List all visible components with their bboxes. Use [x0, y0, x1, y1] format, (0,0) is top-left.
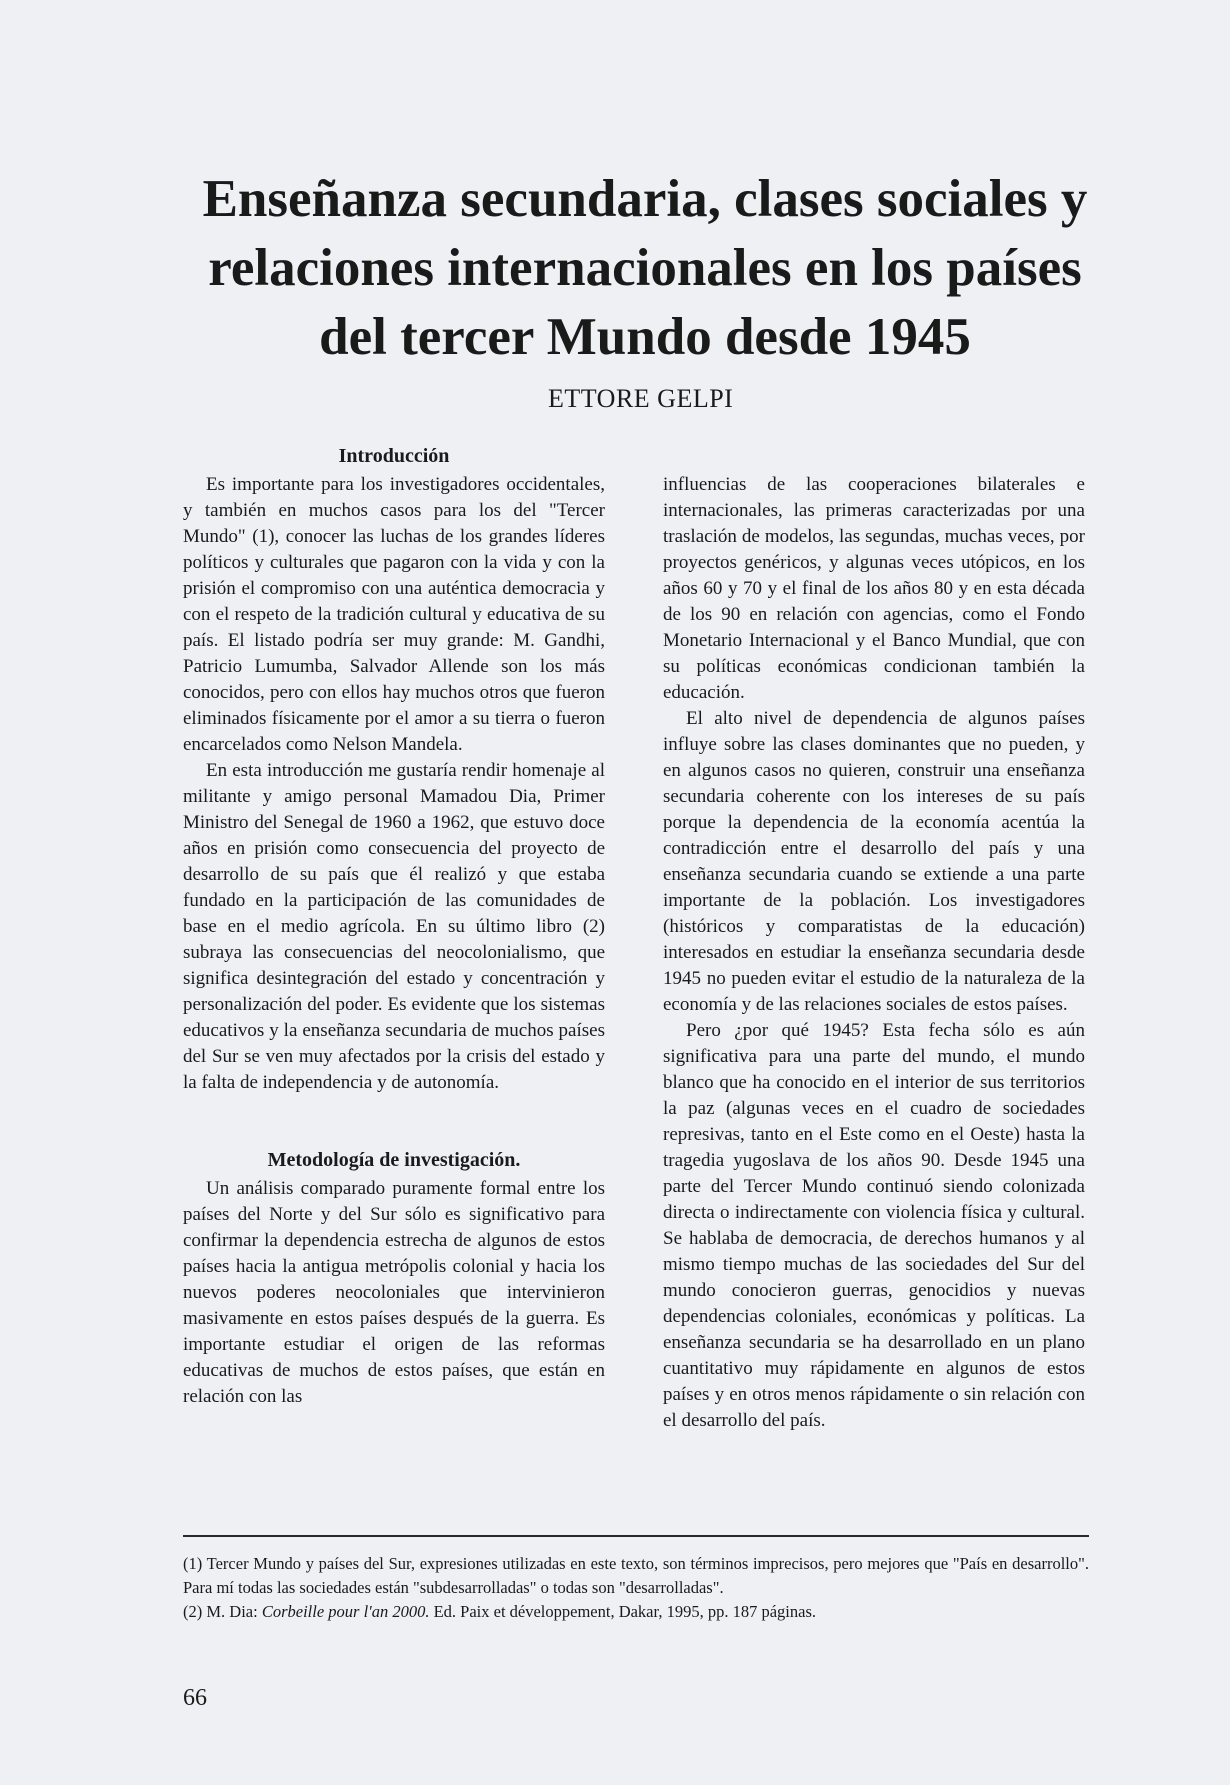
section-heading-metodologia: Metodología de investigación.	[267, 1149, 521, 1171]
footnote-2-prefix: (2) M. Dia:	[183, 1602, 262, 1621]
paragraph: Un análisis comparado puramente formal entre los países del Norte y del Sur sólo es significativo para confirmar la dependencia estrecha de algunos de estos países hacia la antigua metrópolis colonial y hacia los nuevos poderes neocoloniales que intervinieron masivamente en estos países después de la guerra. Es importante estudiar el origen de las reformas educativas de muchos de estos países, que están en relación con las	[183, 1178, 605, 1407]
paragraph: influencias de las cooperaciones bilaterales e internacionales, las primeras caracterizadas por una traslación de modelos, las segundas, muchas veces, por proyectos genéricos, y algunas veces utópicos, en los años 60 y 70 y el final de los años 80 y en esta década de los 90 en relación con agencias, como el Fondo Monetario Internacional y el Banco Mundial, que con su políticas económicas condicionan también la educación.	[663, 474, 1085, 703]
footnote-2	[183, 1600, 1089, 1624]
footnote-2-suffix: Ed. Paix et développement, Dakar, 1995, pp. 187 páginas.	[429, 1602, 816, 1621]
left-column	[183, 440, 605, 1410]
footnote-2-book-title: Corbeille pour l'an 2000.	[261, 1602, 430, 1621]
footnote-divider	[183, 1535, 1089, 1537]
footnotes	[183, 1552, 1089, 1624]
section-heading-introduccion: Introducción	[338, 445, 450, 467]
page-number: 66	[183, 1685, 207, 1711]
title-line-2: relaciones internacionales en los países	[208, 238, 1082, 297]
title-line-3: del tercer Mundo desde 1945	[319, 307, 971, 366]
right-column	[663, 472, 1085, 1434]
paragraph: En esta introducción me gustaría rendir homenaje al militante y amigo personal Mamadou Dia, Primer Ministro del Senegal de 1960 a 1962, que estuvo doce años en prisión como consecuencia del proyecto de desarrollo de su país que él realizó y que estaba fundado en la participación de las comunidades de base en el medio agrícola. En su último libro (2) subraya las consecuencias del neocolonialismo, que significa desintegración del estado y concentración y personalización del poder. Es evidente que los sistemas educativos y la enseñanza secundaria de muchos países del Sur se ven muy afectados por la crisis del estado y la falta de independencia y de autonomía.	[183, 760, 605, 1093]
author-name: ETTORE GELPI	[548, 384, 734, 413]
title-line-1: Enseñanza secundaria, clases sociales y	[202, 170, 1088, 228]
footnote-1: (1) Tercer Mundo y países del Sur, expresiones utilizadas en este texto, son términos imprecisos, pero mejores que "País en desarrollo". Para mí todas las sociedades están "subdesarrolladas" o todas son "desarrolladas".	[183, 1554, 1089, 1597]
paragraph: El alto nivel de dependencia de algunos países influye sobre las clases dominantes que no pueden, y en algunos casos no quieren, construir una enseñanza secundaria coherente con los intereses de su país porque la dependencia de la economía acentúa la contradicción entre el desarrollo del país y una enseñanza secundaria cuando se extiende a una parte importante de la población. Los investigadores (históricos y comparatistas de la educación) interesados en estudiar la enseñanza secundaria desde 1945 no pueden evitar el estudio de la naturaleza de la economía y de las relaciones sociales de estos países.	[663, 708, 1085, 1015]
paragraph: Es importante para los investigadores occidentales, y también en muchos casos para los del "Tercer Mundo" (1), conocer las luchas de los grandes líderes políticos y culturales que pagaron con la vida y con la prisión el compromiso con una auténtica democracia y con el respeto de la tradición cultural y educativa de su país. El listado podría ser muy grande: M. Gandhi, Patricio Lumumba, Salvador Allende son los más conocidos, pero con ellos hay muchos otros que fueron eliminados físicamente por el amor a su tierra o fueron encarcelados como Nelson Mandela.	[183, 474, 605, 755]
paragraph: Pero ¿por qué 1945? Esta fecha sólo es aún significativa para una parte del mundo, el mundo blanco que ha conocido en el interior de sus territorios la paz (algunas veces en el cuadro de sociedades represivas, tanto en el Este como en el Oeste) hasta la tragedia yugoslava de los años 90. Desde 1945 una parte del Tercer Mundo continuó siendo colonizada directa o indirectamente con violencia física y cultural. Se hablaba de democracia, de derechos humanos y al mismo tiempo muchas de las sociedades del Sur del mundo conocieron guerras, genocidios y nuevas dependencias coloniales, económicas y políticas. La enseñanza secundaria se ha desarrollado en un plano cuantitativo muy rápidamente en algunos de estos países y en otros menos rápidamente o sin relación con el desarrollo del país.	[663, 1020, 1085, 1431]
article-title	[120, 165, 1170, 372]
